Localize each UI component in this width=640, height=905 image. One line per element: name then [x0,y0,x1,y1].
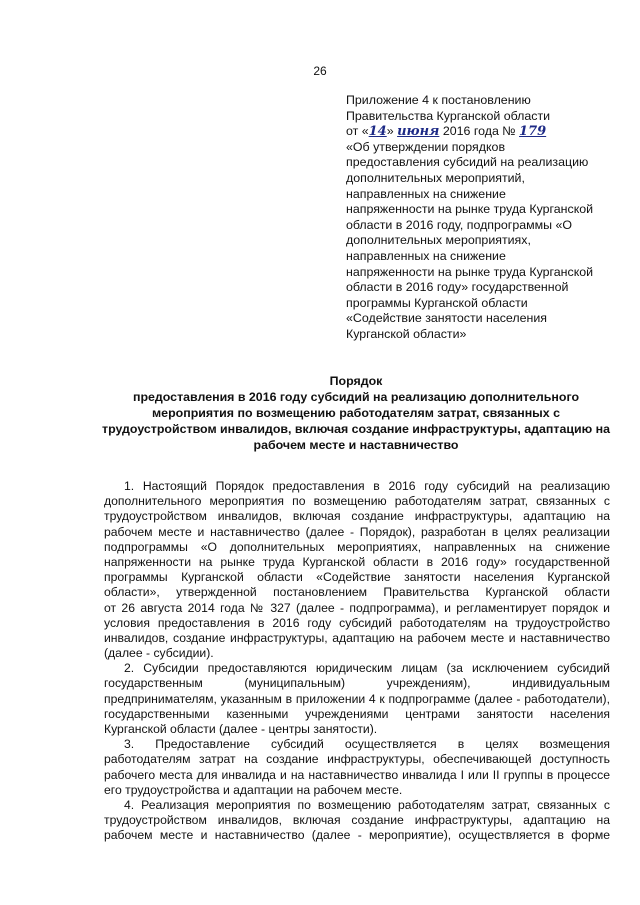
appendix-line: области в 2016 году» государственной [346,280,569,295]
appendix-line: направленных на снижение [346,248,506,263]
date-mid: » [386,124,394,139]
paragraph-line: условия предоставления в 2016 году субсидий работодателям на трудоустройство [104,615,610,630]
paragraph-line: подпрограммы «О дополнительных мероприятиях, направленных на снижение [104,539,610,554]
document-body [104,479,610,844]
paragraph-line: государственными казенными учреждениями центрами занятости населения [104,706,610,721]
title-line: трудоустройством инвалидов, включая создание инфраструктуры, адаптацию на [102,422,610,436]
paragraph [104,661,610,737]
paragraph-line: трудоустройством инвалидов, включая создание инфраструктуры, адаптацию на [104,813,610,828]
appendix-line: напряженности на рынке труда Курганской [346,202,594,217]
paragraph-line: предпринимателям, указанным в приложении 4 к подпрограмме (далее - работодатели), [104,691,610,706]
paragraph [104,737,610,798]
title-heading: Порядок [329,374,383,388]
paragraph-line: дополнительного мероприятия по возмещению работодателям затрат, связанных с [104,494,610,509]
appendix-line: предоставления субсидий на реализацию [346,155,589,170]
title-line: мероприятия по возмещению работодателям затрат, связанных с [152,406,560,420]
title-line: рабочем месте и наставничество [253,438,459,452]
paragraph-line: 2. Субсидии предоставляются юридическим лицам (за исключением субсидий [124,661,610,676]
paragraph-line: работодателям затрат на создание инфраструктуры, обеспечивающей доступность [104,752,610,767]
paragraph-line: инвалидов, создание инфраструктуры, адаптацию на рабочем месте и наставничество [104,630,610,645]
appendix-date-line [346,124,616,140]
appendix-line: дополнительных мероприятий, [346,170,525,185]
paragraph-line: от 26 августа 2014 года № 327 (далее - подпрограмма), и регламентирует порядок и [104,600,610,615]
handwritten-day: 14 [368,124,387,140]
paragraph-line: 3. Предоставление субсидий осуществляется в целях возмещения [124,737,610,752]
appendix-line: напряженности на рынке труда Курганской [346,264,594,279]
paragraph-line: программы Курганской области «Содействие занятости населения Курганской [104,570,610,585]
paragraph-line: государственным (муниципальным) учреждениям), индивидуальным [104,676,610,691]
paragraph-line: 4. Реализация мероприятия по возмещению работодателям затрат, связанных с [124,797,610,812]
date-year: 2016 года № [442,124,516,139]
paragraph-line: области», утвержденной постановлением Правительства Курганской области [104,585,610,600]
appendix-line: «Содействие занятости населения [346,311,547,326]
paragraph [104,798,610,844]
handwritten-month: июня [397,124,440,140]
handwritten-number: 179 [519,124,547,140]
appendix-line: направленных на снижение [346,186,506,201]
appendix-line: Курганской области» [346,326,467,341]
page-number: 26 [313,64,327,78]
paragraph [104,479,610,661]
paragraph-line: рабочего места для инвалида и на наставничество инвалида I или II группы в процессе [104,767,610,782]
appendix-line: дополнительных мероприятиях, [346,233,531,248]
paragraph-line: рабочем месте и наставничество (далее - Порядок), разработан в целях реализации [104,524,610,539]
appendix-line: программы Курганской области [346,295,528,310]
paragraph-line: рабочем месте и наставничество (далее - мероприятие), осуществляется в форме [104,828,610,843]
date-prefix: от « [346,124,369,139]
paragraph-line: (далее - субсидии). [104,646,214,661]
paragraph-line: Курганской области (далее - центры занятости). [104,722,378,736]
appendix-line: Приложение 4 к постановлению [346,93,531,107]
appendix-line: области в 2016 году, подпрограммы «О [346,217,573,232]
paragraph-line: трудоустройством инвалидов, включая создание инфраструктуры, адаптацию на [104,509,610,524]
paragraph-line: 1. Настоящий Порядок предоставления в 2016 году субсидий на реализацию [124,479,610,493]
appendix-description [346,140,616,343]
appendix-line: Правительства Курганской области [346,108,551,123]
paragraph-line: напряженности на рынке труда Курганской области в 2016 году» государственной [104,554,610,569]
appendix-line: «Об утверждении порядков [346,139,506,154]
title-line: предоставления в 2016 году субсидий на реализацию дополнительного [132,390,580,404]
document-title [96,373,616,453]
title-subtitle [96,389,616,453]
paragraph-line: его трудоустройства и адаптации на рабочем месте. [104,782,403,797]
appendix-header [346,93,616,343]
